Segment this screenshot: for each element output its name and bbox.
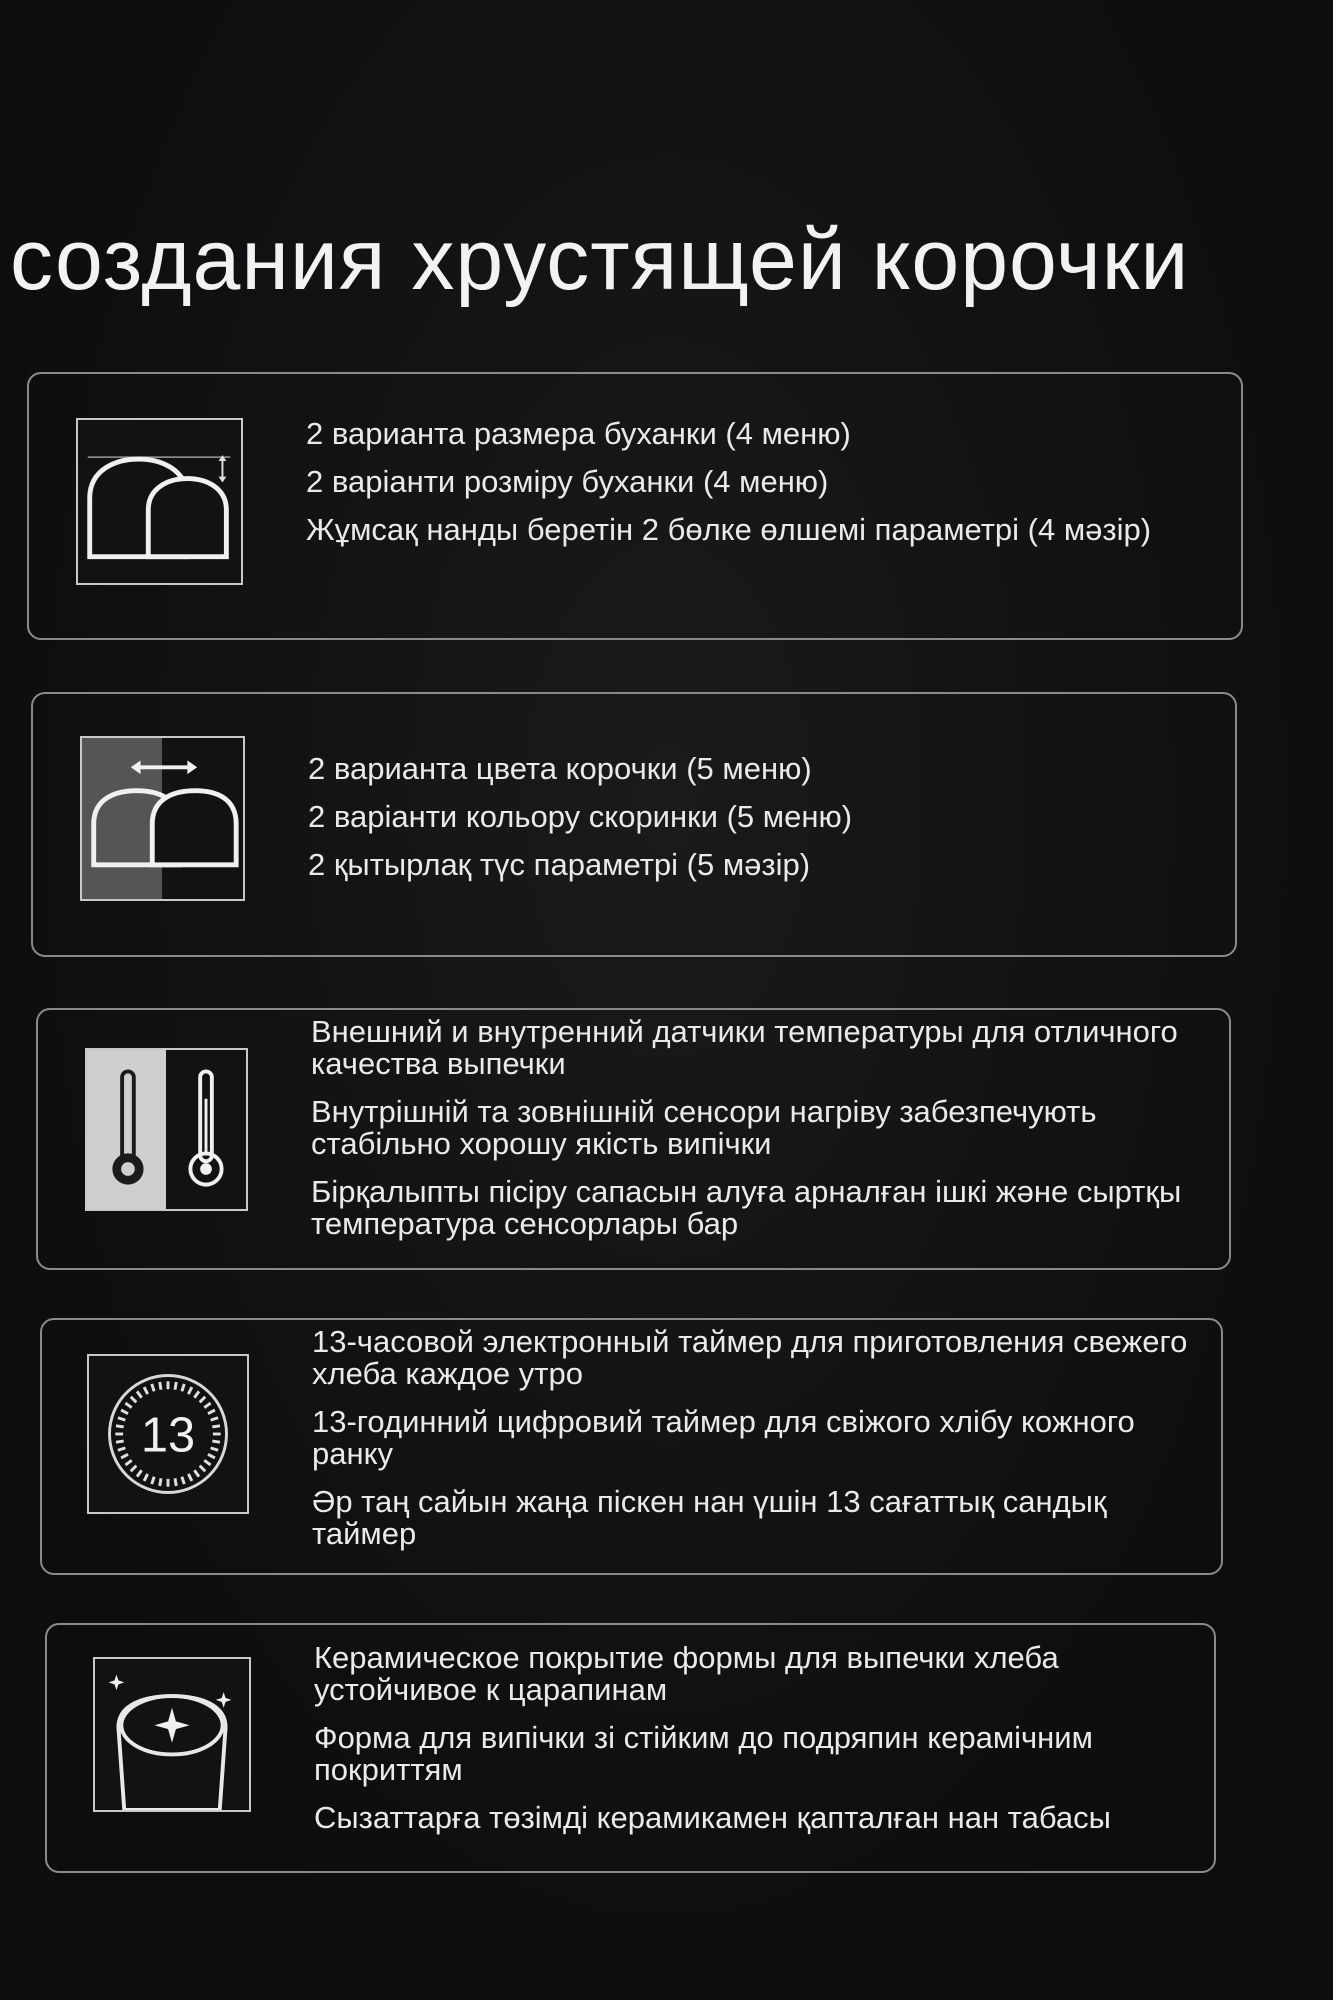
timer-tick bbox=[208, 1454, 215, 1458]
loaf-size-icon bbox=[76, 418, 243, 585]
timer-tick bbox=[194, 1470, 199, 1476]
thermometer-icon bbox=[85, 1048, 248, 1211]
feature-line: Внешний и внутренний датчики температуры для отличного качества выпечки bbox=[311, 1014, 1178, 1081]
feature-line: 2 варианта размера буханки (4 меню) bbox=[306, 416, 851, 451]
feature-text-temperature bbox=[311, 1016, 1211, 1240]
timer-tick bbox=[121, 1454, 128, 1458]
feature-line: 2 варианта цвета корочки (5 меню) bbox=[308, 751, 812, 786]
timer-tick bbox=[182, 1384, 184, 1391]
timer-tick bbox=[144, 1387, 148, 1394]
feature-line: Бірқалыпты пісіру сапасын алуға арналған ішкі және сыртқы температура сенсорлары бар bbox=[311, 1174, 1182, 1241]
timer-tick bbox=[118, 1418, 125, 1420]
timer-tick bbox=[204, 1403, 210, 1408]
feature-text-timer bbox=[312, 1326, 1212, 1550]
ceramic-pan-icon bbox=[93, 1657, 251, 1812]
feature-line: 2 варіанти розміру буханки (4 меню) bbox=[306, 464, 829, 499]
timer-tick bbox=[160, 1478, 161, 1486]
timer-tick bbox=[125, 1403, 131, 1408]
timer-tick bbox=[160, 1382, 161, 1390]
timer-tick bbox=[144, 1474, 148, 1481]
timer-tick bbox=[188, 1387, 192, 1394]
feature-text-ceramic-pan bbox=[314, 1642, 1214, 1834]
feature-text-crust-color bbox=[308, 753, 1188, 881]
timer-value: 13 bbox=[140, 1408, 196, 1463]
timer-tick bbox=[182, 1477, 184, 1484]
timer-tick bbox=[188, 1474, 192, 1481]
timer-tick bbox=[152, 1477, 154, 1484]
timer-tick bbox=[118, 1448, 125, 1450]
page-title: создания хрустящей корочки bbox=[10, 212, 1190, 308]
timer-tick bbox=[211, 1448, 218, 1450]
timer-tick bbox=[212, 1441, 220, 1442]
timer-tick bbox=[204, 1460, 210, 1465]
timer-tick bbox=[175, 1382, 176, 1390]
timer-tick bbox=[152, 1384, 154, 1391]
timer-icon bbox=[87, 1354, 249, 1514]
feature-line: Әр таң сайын жаңа піскен нан үшін 13 сағаттық сандық таймер bbox=[312, 1484, 1107, 1551]
feature-line: Внутрішній та зовнішній сенсори нагріву забезпечують стабільно хорошу якість випічки bbox=[311, 1094, 1097, 1161]
timer-tick bbox=[200, 1397, 206, 1403]
timer-tick bbox=[131, 1397, 137, 1403]
timer-tick bbox=[137, 1391, 142, 1397]
feature-line: 2 қытырлақ түс параметрі (5 мәзір) bbox=[308, 847, 811, 882]
feature-line: Сызаттарға төзімді керамикамен қапталған нан табасы bbox=[314, 1800, 1111, 1835]
timer-tick bbox=[200, 1466, 206, 1472]
timer-tick bbox=[121, 1410, 128, 1414]
feature-line: 13-годинний цифровий таймер для свіжого хлібу кожного ранку bbox=[312, 1404, 1135, 1471]
timer-tick bbox=[137, 1470, 142, 1476]
timer-tick bbox=[212, 1426, 220, 1427]
timer-tick bbox=[131, 1466, 137, 1472]
feature-line: Жұмсақ нанды беретін 2 бөлке өлшемі параметрі (4 мәзір) bbox=[306, 512, 1152, 547]
feature-line: 2 варіанти кольору скоринки (5 меню) bbox=[308, 799, 853, 834]
timer-tick bbox=[116, 1426, 124, 1427]
feature-line: Керамическое покрытие формы для выпечки хлеба устойчивое к царапинам bbox=[314, 1640, 1059, 1707]
timer-tick bbox=[116, 1441, 124, 1442]
timer-tick bbox=[211, 1418, 218, 1420]
timer-tick bbox=[208, 1410, 215, 1414]
timer-tick bbox=[194, 1391, 199, 1397]
feature-line: Форма для випічки зі стійким до подряпин керамічним покриттям bbox=[314, 1720, 1093, 1787]
feature-text-loaf-size bbox=[306, 418, 1186, 546]
crust-color-icon bbox=[80, 736, 245, 901]
timer-tick bbox=[175, 1478, 176, 1486]
timer-tick bbox=[125, 1460, 131, 1465]
feature-line: 13-часовой электронный таймер для приготовления свежего хлеба каждое утро bbox=[312, 1324, 1188, 1391]
